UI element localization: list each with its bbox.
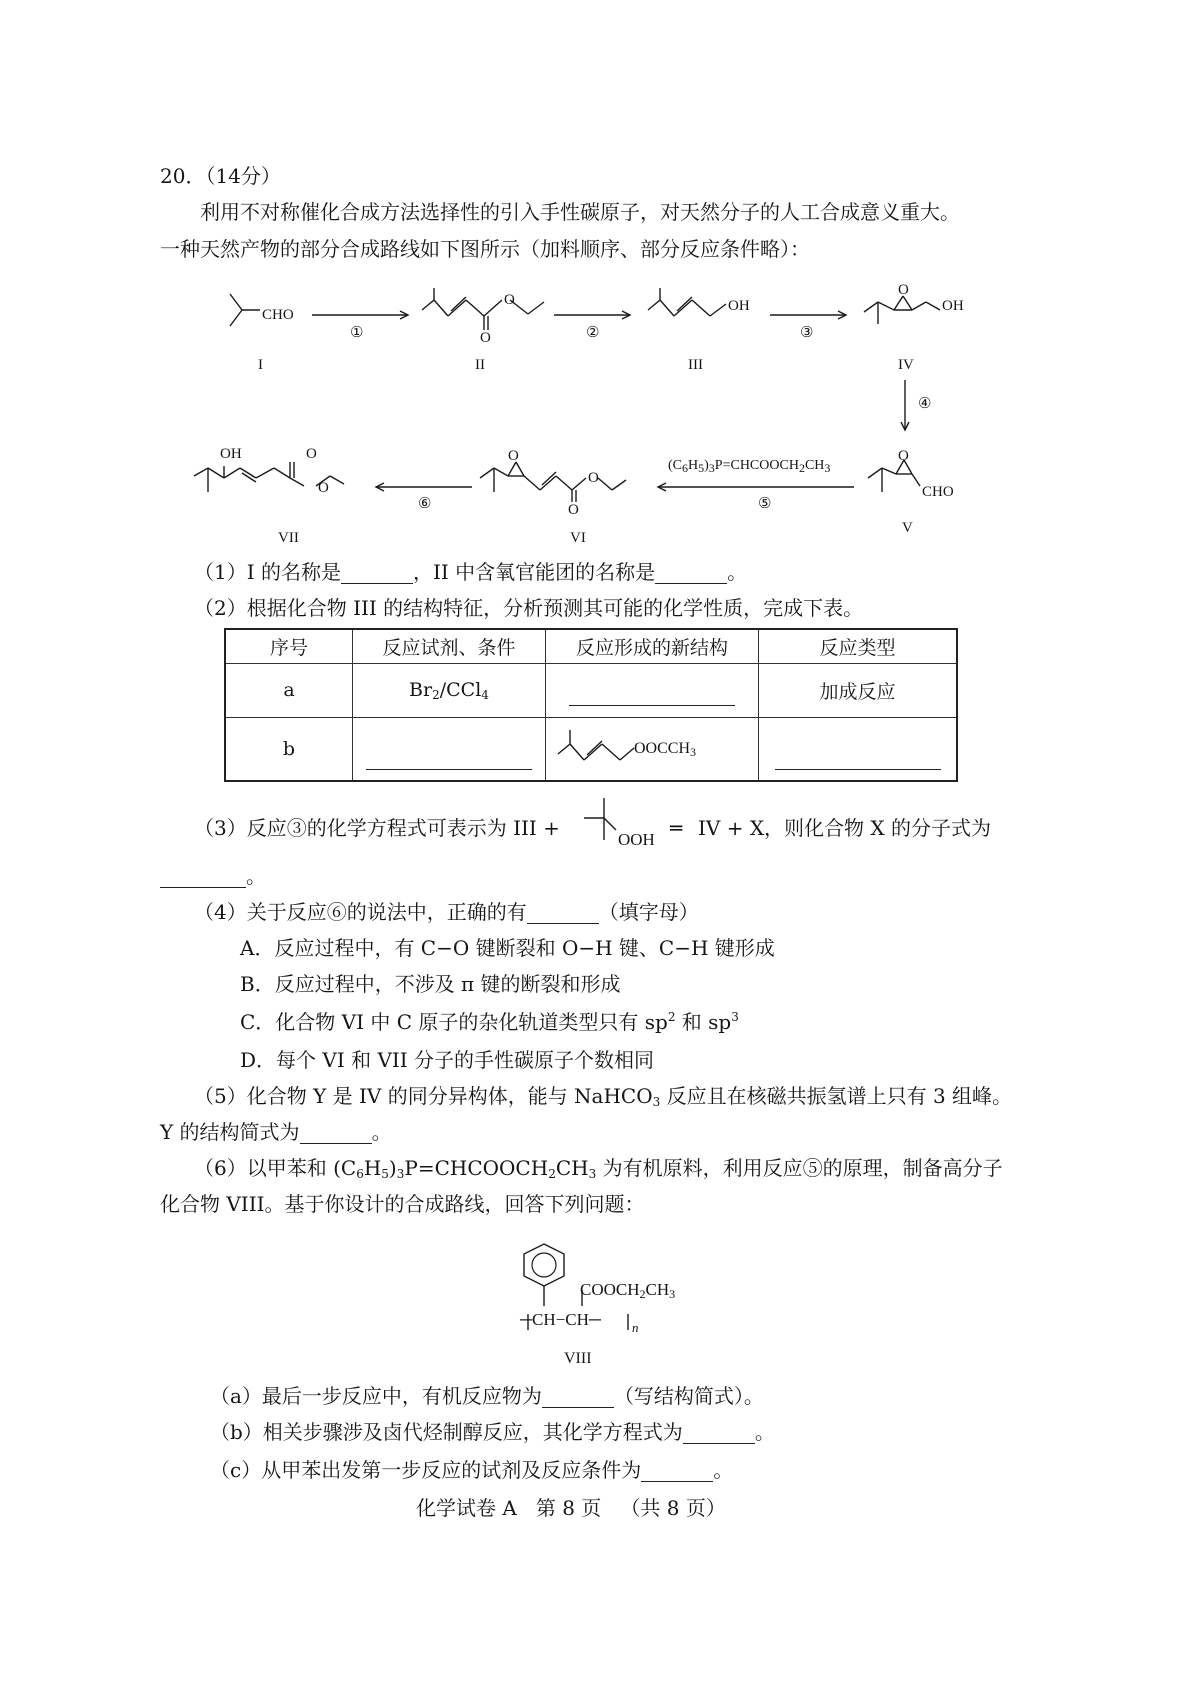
- compound-VII-carbonyl-o: O: [306, 446, 317, 462]
- label-VII: VII: [278, 530, 299, 546]
- compound-VIII-chain: ─CH−CH─: [520, 1310, 601, 1329]
- arrow-step-1: [312, 310, 412, 320]
- table-header: 序号: [225, 629, 353, 663]
- q1: （1）I 的名称是 ，II 中含氧官能团的名称是 。: [194, 560, 748, 584]
- page-footer: 化学试卷 A 第 8 页 （共 8 页）: [416, 1496, 726, 1520]
- row-b-ester-label: $OOCCH_3$: [634, 739, 697, 759]
- arrow-step-2: [554, 310, 634, 320]
- q5-line-2: Y 的结构简式为 。: [160, 1120, 392, 1144]
- q4-option-d: D．每个 VI 和 VII 分子的手性碳原子个数相同: [240, 1048, 655, 1072]
- label-VI: VI: [570, 530, 586, 546]
- compound-VII-ester-o: O: [318, 480, 329, 496]
- compound-II-ester-o: O: [504, 292, 515, 308]
- arrow-step-5: [654, 482, 854, 492]
- tbhp-ooh: OOH: [618, 830, 655, 849]
- compound-IV-oh: OH: [942, 298, 964, 314]
- intro-line-2: 一种天然产物的部分合成路线如下图所示（加料顺序、部分反应条件略）：: [160, 237, 810, 261]
- table-header: 反应形成的新结构: [546, 629, 759, 663]
- table-header: 反应类型: [759, 629, 958, 663]
- q2-table: [224, 628, 958, 782]
- compound-VI-carbonyl-o: O: [568, 502, 579, 518]
- q1-blank-1[interactable]: [341, 565, 413, 584]
- compound-VIII-n: n: [632, 1320, 639, 1335]
- label-II: II: [475, 357, 485, 373]
- table-row: [225, 717, 957, 781]
- reagent-step-5: $(C_6H_5)_3P=CHCOOCH_2CH_3$: [668, 458, 831, 475]
- compound-VII-structure: [190, 452, 360, 512]
- step-2: ②: [586, 325, 600, 341]
- compound-VIII-ester: $COOCH_2CH_3$: [580, 1280, 676, 1301]
- q6-a-blank[interactable]: [542, 1389, 614, 1408]
- row-a-type: 加成反应: [759, 663, 958, 717]
- q6-line-2: 化合物 VIII。基于你设计的合成路线，回答下列问题：: [160, 1192, 645, 1216]
- row-b-structure: [546, 717, 759, 781]
- step-4: ④: [918, 396, 932, 412]
- compound-I-cho: CHO: [262, 307, 294, 323]
- arrow-step-3: [770, 310, 850, 320]
- arrow-step-4: [900, 380, 910, 434]
- label-V: V: [902, 520, 913, 536]
- compound-IV-epoxide-o: O: [898, 282, 909, 298]
- row-b-id: b: [225, 717, 353, 781]
- q4-option-c: C．化合物 VI 中 C 原子的杂化轨道类型只有 $sp^2$ 和 $sp^3$: [240, 1010, 739, 1034]
- step-3: ③: [800, 325, 814, 341]
- q6-b: （b）相关步骤涉及卤代烃制醇反应，其化学方程式为 。: [210, 1420, 775, 1444]
- arrow-step-6: [372, 482, 474, 492]
- label-I: I: [258, 357, 263, 373]
- q3-equals: ═: [670, 816, 683, 840]
- row-a-structure[interactable]: [546, 663, 759, 717]
- compound-V-cho: CHO: [922, 484, 954, 500]
- q3-blank[interactable]: [160, 869, 246, 888]
- table-header: 反应试剂、条件: [353, 629, 546, 663]
- q4-option-b: B．反应过程中，不涉及 π 键的断裂和形成: [240, 972, 621, 996]
- q6-a: （a）最后一步反应中，有机反应物为 （写结构简式）。: [210, 1384, 764, 1408]
- row-b-reagent[interactable]: [353, 717, 546, 781]
- q3-answer: 。: [160, 864, 266, 888]
- q5-blank[interactable]: [300, 1125, 372, 1144]
- q4: （4）关于反应⑥的说法中，正确的有 （填字母）: [194, 900, 699, 924]
- label-III: III: [688, 357, 703, 373]
- label-IV: IV: [898, 357, 914, 373]
- table-header-row: [225, 629, 957, 663]
- q1-blank-2[interactable]: [655, 565, 727, 584]
- compound-VI-ester-o: O: [588, 470, 599, 486]
- q6-c: （c）从甲苯出发第一步反应的试剂及反应条件为 。: [210, 1458, 734, 1482]
- row-a-reagent: $Br_2/CCl_4$: [353, 663, 546, 717]
- q3: （3）反应③的化学方程式可表示为 III +: [194, 816, 560, 840]
- row-b-type[interactable]: [759, 717, 958, 781]
- q6-b-blank[interactable]: [683, 1425, 755, 1444]
- label-VIII: VIII: [564, 1350, 592, 1367]
- intro-line-1: 利用不对称催化合成方法选择性的引入手性碳原子，对天然分子的人工合成意义重大。: [200, 200, 960, 224]
- q6-c-blank[interactable]: [641, 1463, 713, 1482]
- q3-suffix: IV + X，则化合物 X 的分子式为: [698, 816, 992, 840]
- compound-VII-oh: OH: [220, 446, 242, 462]
- q6-line-1: （6）以甲苯和 $(C_6H_5)_3P=CHCOOCH_2CH_3$ 为有机原料，利用反应⑤的原理，制备高分子: [194, 1156, 1003, 1181]
- compound-II-carbonyl-o: O: [480, 330, 491, 346]
- q4-option-a: A．反应过程中，有 C−O 键断裂和 O−H 键、C−H 键形成: [240, 936, 775, 960]
- compound-III-oh: OH: [728, 298, 750, 314]
- compound-VI-structure: [476, 452, 656, 522]
- step-6: ⑥: [418, 496, 432, 512]
- step-1: ①: [350, 325, 364, 341]
- q5-line-1: （5）化合物 Y 是 IV 的同分异构体，能与 NaHCO$_3$ 反应且在核磁共振氢谱上只有 3 组峰。: [194, 1084, 1013, 1109]
- question-number: 20．（14分）: [160, 164, 281, 188]
- table-row: [225, 663, 957, 717]
- step-5: ⑤: [758, 496, 772, 512]
- q2-text: （2）根据化合物 III 的结构特征，分析预测其可能的化学性质，完成下表。: [194, 596, 864, 620]
- compound-VI-epoxide-o: O: [508, 448, 519, 464]
- compound-V-epoxide-o: O: [898, 448, 909, 464]
- compound-I-structure: [226, 290, 266, 330]
- row-a-id: a: [225, 663, 353, 717]
- q4-blank[interactable]: [527, 905, 599, 924]
